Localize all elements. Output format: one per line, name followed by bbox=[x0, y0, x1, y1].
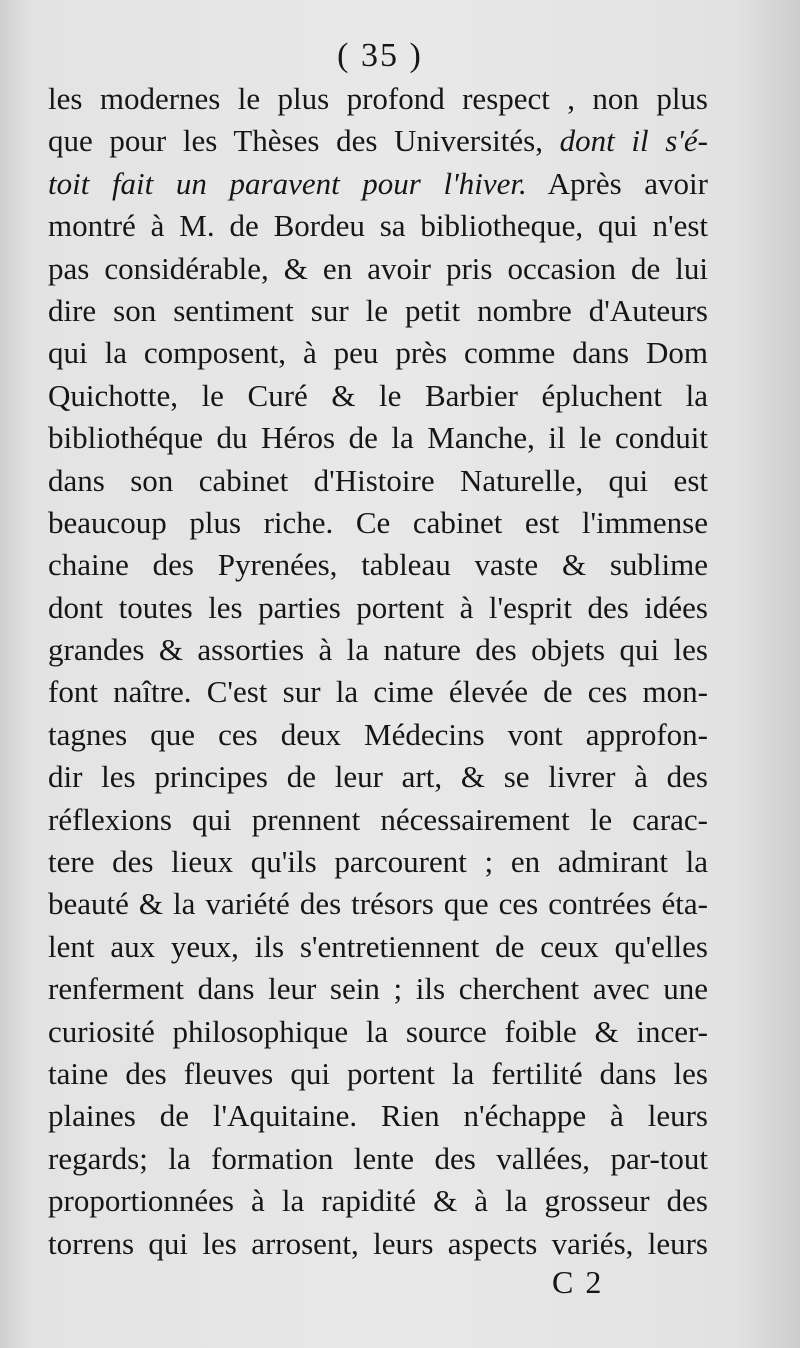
text-segment: torrens qui les arrosent, leurs aspects variés, leurs bbox=[48, 1225, 708, 1261]
text-line bbox=[48, 756, 708, 798]
text-segment: renferment dans leur sein ; ils cherchent avec une bbox=[48, 971, 708, 1007]
text-segment: taine des fleuves qui portent la fertilité dans les bbox=[48, 1055, 708, 1091]
text-segment: réflexions qui prennent nécessairement le carac- bbox=[48, 801, 708, 837]
page-number: ( 35 ) bbox=[337, 37, 423, 74]
text-line bbox=[48, 587, 708, 629]
text-line bbox=[48, 968, 708, 1010]
text-segment: Quichotte, le Curé & le Barbier épluchent la bbox=[48, 377, 708, 413]
text-segment: que pour les Thèses des Universités, bbox=[48, 123, 560, 159]
text-segment: qui la composent, à peu près comme dans Dom bbox=[48, 335, 708, 371]
text-line bbox=[48, 78, 708, 120]
text-segment: grandes & assorties à la nature des objets qui les bbox=[48, 632, 708, 668]
text-segment: dont toutes les parties portent à l'esprit des idées bbox=[48, 589, 708, 625]
text-segment: regards; la formation lente des vallées, par-tout bbox=[48, 1140, 708, 1176]
text-line bbox=[48, 460, 708, 502]
text-line bbox=[48, 332, 708, 374]
italic-text: dont il s'é- bbox=[559, 123, 708, 159]
text-line bbox=[48, 290, 708, 332]
text-line bbox=[48, 883, 708, 925]
text-line bbox=[48, 248, 708, 290]
text-segment: chaine des Pyrenées, tableau vaste & sublime bbox=[48, 547, 708, 583]
text-segment: montré à M. de Bordeu sa bibliotheque, qui n'est bbox=[48, 208, 708, 244]
text-line bbox=[48, 205, 708, 247]
text-segment: beauté & la variété des trésors que ces contrées éta- bbox=[48, 886, 708, 922]
text-line bbox=[48, 1180, 708, 1222]
text-segment: beaucoup plus riche. Ce cabinet est l'immense bbox=[48, 504, 708, 540]
text-line bbox=[48, 1011, 708, 1053]
text-segment: pas considérable, & en avoir pris occasion de lui bbox=[48, 250, 708, 286]
text-line bbox=[48, 1223, 708, 1265]
text-segment: bibliothéque du Héros de la Manche, il le conduit bbox=[48, 420, 708, 456]
text-line bbox=[48, 544, 708, 586]
text-segment: dire son sentiment sur le petit nombre d'Auteurs bbox=[48, 292, 708, 328]
text-segment: lent aux yeux, ils s'entretiennent de ceux qu'elles bbox=[48, 928, 708, 964]
body-text bbox=[48, 78, 708, 1265]
text-segment: dir les principes de leur art, & se livrer à des bbox=[48, 759, 708, 795]
text-line bbox=[48, 1053, 708, 1095]
text-segment: proportionnées à la rapidité & à la grosseur des bbox=[48, 1183, 708, 1219]
text-segment: tagnes que ces deux Médecins vont approfon- bbox=[48, 716, 708, 752]
text-segment: plaines de l'Aquitaine. Rien n'échappe à leurs bbox=[48, 1098, 708, 1134]
italic-text: toit fait un paravent pour l'hiver. bbox=[48, 165, 527, 201]
text-segment: font naître. C'est sur la cime élevée de ces mon- bbox=[48, 674, 708, 710]
text-segment: curiosité philosophique la source foible & incer- bbox=[48, 1013, 708, 1049]
text-line bbox=[48, 1138, 708, 1180]
text-segment: les modernes le plus profond respect , non plus bbox=[48, 81, 708, 116]
text-line bbox=[48, 1095, 708, 1137]
text-line bbox=[48, 120, 708, 162]
text-line bbox=[48, 671, 708, 713]
text-segment: tere des lieux qu'ils parcourent ; en admirant la bbox=[48, 844, 708, 880]
signature-mark: C 2 bbox=[552, 1264, 604, 1300]
text-segment: dans son cabinet d'Histoire Naturelle, qui est bbox=[48, 462, 708, 498]
text-line bbox=[48, 926, 708, 968]
text-line bbox=[48, 163, 708, 205]
text-line bbox=[48, 417, 708, 459]
text-line bbox=[48, 841, 708, 883]
text-segment: Après avoir bbox=[526, 165, 708, 201]
text-line bbox=[48, 502, 708, 544]
text-line bbox=[48, 714, 708, 756]
text-line bbox=[48, 799, 708, 841]
text-line bbox=[48, 375, 708, 417]
text-line bbox=[48, 629, 708, 671]
